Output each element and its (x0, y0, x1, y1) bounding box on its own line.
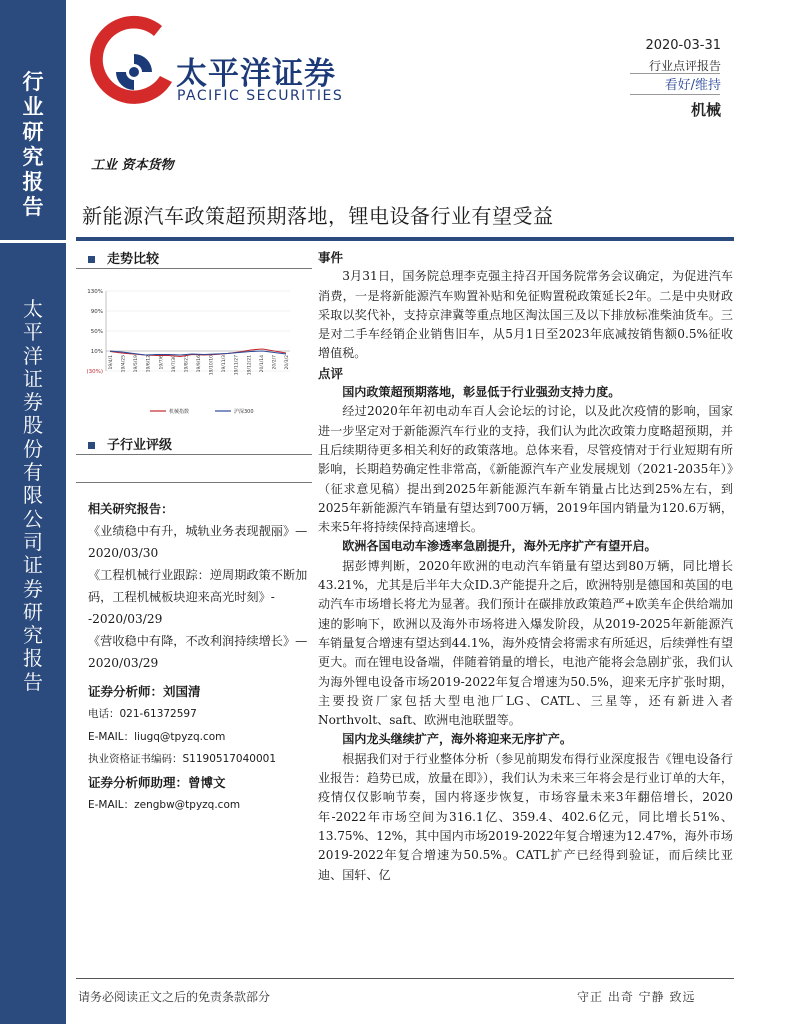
y-tick-label: 130% (87, 289, 103, 295)
x-tick-label: 19/7/30 (171, 355, 177, 373)
related-report-item[interactable]: 《工程机械行业跟踪：逆周期政策不断加码，工程机械板块迎来高光时刻》--2020/03/29 (88, 568, 308, 626)
bullet-square-icon (88, 256, 95, 263)
x-tick-label: 19/7/6 (159, 355, 165, 370)
related-report-item[interactable]: 《业绩稳中有升，城轨业务表现靓丽》—2020/03/30 (88, 524, 308, 560)
x-tick-label: 19/9/16 (197, 355, 202, 373)
related-reports-heading: 相关研究报告： (88, 502, 174, 516)
x-tick-label: 19/8/23 (184, 355, 190, 373)
report-body (318, 248, 733, 885)
bullet-square-icon (88, 442, 95, 449)
analyst-email[interactable]: E-MAIL：liugq@tpyzq.com (88, 731, 226, 743)
x-tick-label: 19/12/21 (247, 355, 253, 376)
sidebar (0, 0, 66, 1024)
sidebar-divider (0, 240, 66, 243)
assistant-name: 证券分析师助理：曾博文 (88, 775, 226, 790)
related-reports (88, 498, 313, 674)
legend-label: 机械指数 (169, 409, 190, 415)
sector: 机械 (690, 101, 721, 119)
x-tick-label: 19/11/27 (234, 355, 240, 376)
footer-motto: 守正 出奇 宁静 致远 (577, 990, 696, 1004)
sidebar-report-type: 行 业 研 究 报 告 (22, 70, 44, 219)
sub-rating-section-heading: 子行业评级 (88, 434, 172, 453)
event-heading: 事件 (318, 250, 344, 265)
body-paragraph: 经过2020年年初电动车百人会论坛的讨论，以及此次疫情的影响，国家进一步坚定对于新能源汽车行业的支持，我们认为此次政策力度略超预期，并且后续期待更多相关利好的政策落地。总体来看，尽管疫情对于行业短期有所影响，长期趋势确定性非常高，《新能源汽车产业发展规划（2021-2035年）》（征求意见稿）提出到2025年新能源汽车新车销量占比达到25%左右，到2025年新能源汽车销量有望达到700万辆，2019年国内销量为120.6万辆，未来5年将持续保持高速增长。 (318, 404, 733, 535)
company-logo-icon (84, 12, 184, 112)
related-report-item[interactable]: 《营收稳中有降，不改利润持续增长》—2020/03/29 (88, 634, 308, 670)
analyst-name: 证券分析师：刘国清 (88, 684, 201, 699)
y-tick-label: 10% (90, 349, 103, 355)
footer-divider (76, 978, 734, 979)
x-tick-label: 19/5/19 (134, 355, 140, 373)
sector-tag: 工业 资本货物 (91, 158, 174, 173)
trend-section-heading: 走势比较 (88, 248, 159, 267)
report-date: 2020-03-31 (645, 38, 721, 53)
assistant-email[interactable]: E-MAIL：zengbw@tpyzq.com (88, 799, 241, 811)
rating: 看好/维持 (664, 78, 721, 93)
brand-name-cn: 太平洋证券 (176, 56, 336, 92)
footer-disclaimer: 请务必阅读正文之后的免责条款部分 (78, 990, 271, 1004)
brand-name-en: PACIFIC SECURITIES (177, 88, 344, 104)
sidebar-company-name: 太 平 洋 证 券 股 份 有 限 公 司 证 券 研 究 报 告 (23, 297, 43, 694)
x-tick-label: 19/6/12 (146, 355, 152, 373)
x-tick-label: 20/2/7 (272, 355, 278, 370)
section-divider (76, 268, 312, 269)
section-divider (76, 454, 312, 455)
key-point: 国内龙头继续扩产，海外将迎来无序扩产。 (342, 732, 572, 747)
x-tick-label: 19/4/1 (109, 355, 114, 370)
analyst-certificate: 执业资格证书编码：S1190517040001 (88, 753, 277, 765)
title-divider (76, 237, 734, 241)
page-title: 新能源汽车政策超预期落地，锂电设备行业有望受益 (82, 204, 554, 228)
x-tick-label: 20/3/2 (285, 355, 290, 370)
event-paragraph: 3月31日，国务院总理李克强主持召开国务院常务会议确定，为促进汽车消费，一是将新能源汽车购置补贴和免征购置税政策延长2年。二是中央财政采取以奖代补，支持京津冀等重点地区淘汰国三及以下排放标准柴油货车。三是对二手车经销企业销售旧车，从5月1日至2023年底减按销售额0.5%征收增值税。 (318, 269, 733, 361)
key-point: 国内政策超预期落地，彰显低于行业强劲支持力度。 (342, 385, 621, 400)
body-paragraph: 根据我们对于行业整体分析（参见前期发布得行业深度报告《锂电设备行业报告：趋势已成，放量在即》），我们认为未来三年将会是行业订单的大年，疫情仅仅影响节奏，国内将逐步恢复，市场容量未来3年翻倍增长，2020年-2022年市场空间为316.1亿、359.4、402.6亿元，同比增长51%、13.75%、12%，其中国内市场2019-2022年复合增速为12.47%，海外市场2019-2022年复合增速为50.5%。CATL扩产已经得到验证，而后续比亚迪、国轩、亿 (318, 751, 733, 882)
key-point: 欧洲各国电动车渗透率急剧提升，海外无序扩产有望开启。 (342, 539, 657, 554)
x-tick-label: 20/1/14 (259, 355, 265, 373)
section-divider (76, 482, 312, 483)
x-tick-label: 19/4/25 (121, 355, 127, 373)
y-tick-label: (30%) (86, 369, 103, 375)
x-tick-label: 19/11/3 (222, 355, 228, 373)
y-tick-label: 50% (90, 329, 103, 335)
comment-heading: 点评 (318, 365, 344, 381)
chart-legend (150, 408, 254, 415)
body-paragraph: 据彭博判断，2020年欧洲的电动汽车销量有望达到80万辆，同比增长43.21%，尤其是后半年大众ID.3产能提升之后，欧洲特别是德国和英国的电动汽车市场增长将尤为显著。我们预计在碳排放政策趋严+欧美车企供给端加速的影响下，欧洲以及海外市场将进入爆发阶段，从2019-2025年新能源汽车销量复合增速有望达到44.1%，海外疫情会将需求有所延迟，后续弹性有望更大。而在锂电设备端，伴随着销量的增长，电池产能将会急剧扩张，我们认为海外锂电设备市场2019-2022年复合增速为50.5%，迎来无序扩张时期，主要投资厂家包括大型电池厂LG、CATL、三星等，还有新进入者Northvolt、saft、欧洲电池联盟等。 (318, 558, 733, 728)
series-line (110, 351, 286, 355)
x-tick-label: 19/10/10 (209, 355, 215, 376)
report-type: 行业点评报告 (648, 59, 721, 73)
meta-divider (630, 94, 720, 95)
legend-label: 沪深300 (234, 409, 254, 415)
analyst-phone: 电话：021-61372597 (88, 708, 197, 720)
trend-chart (80, 283, 300, 423)
y-tick-label: 90% (90, 309, 103, 315)
